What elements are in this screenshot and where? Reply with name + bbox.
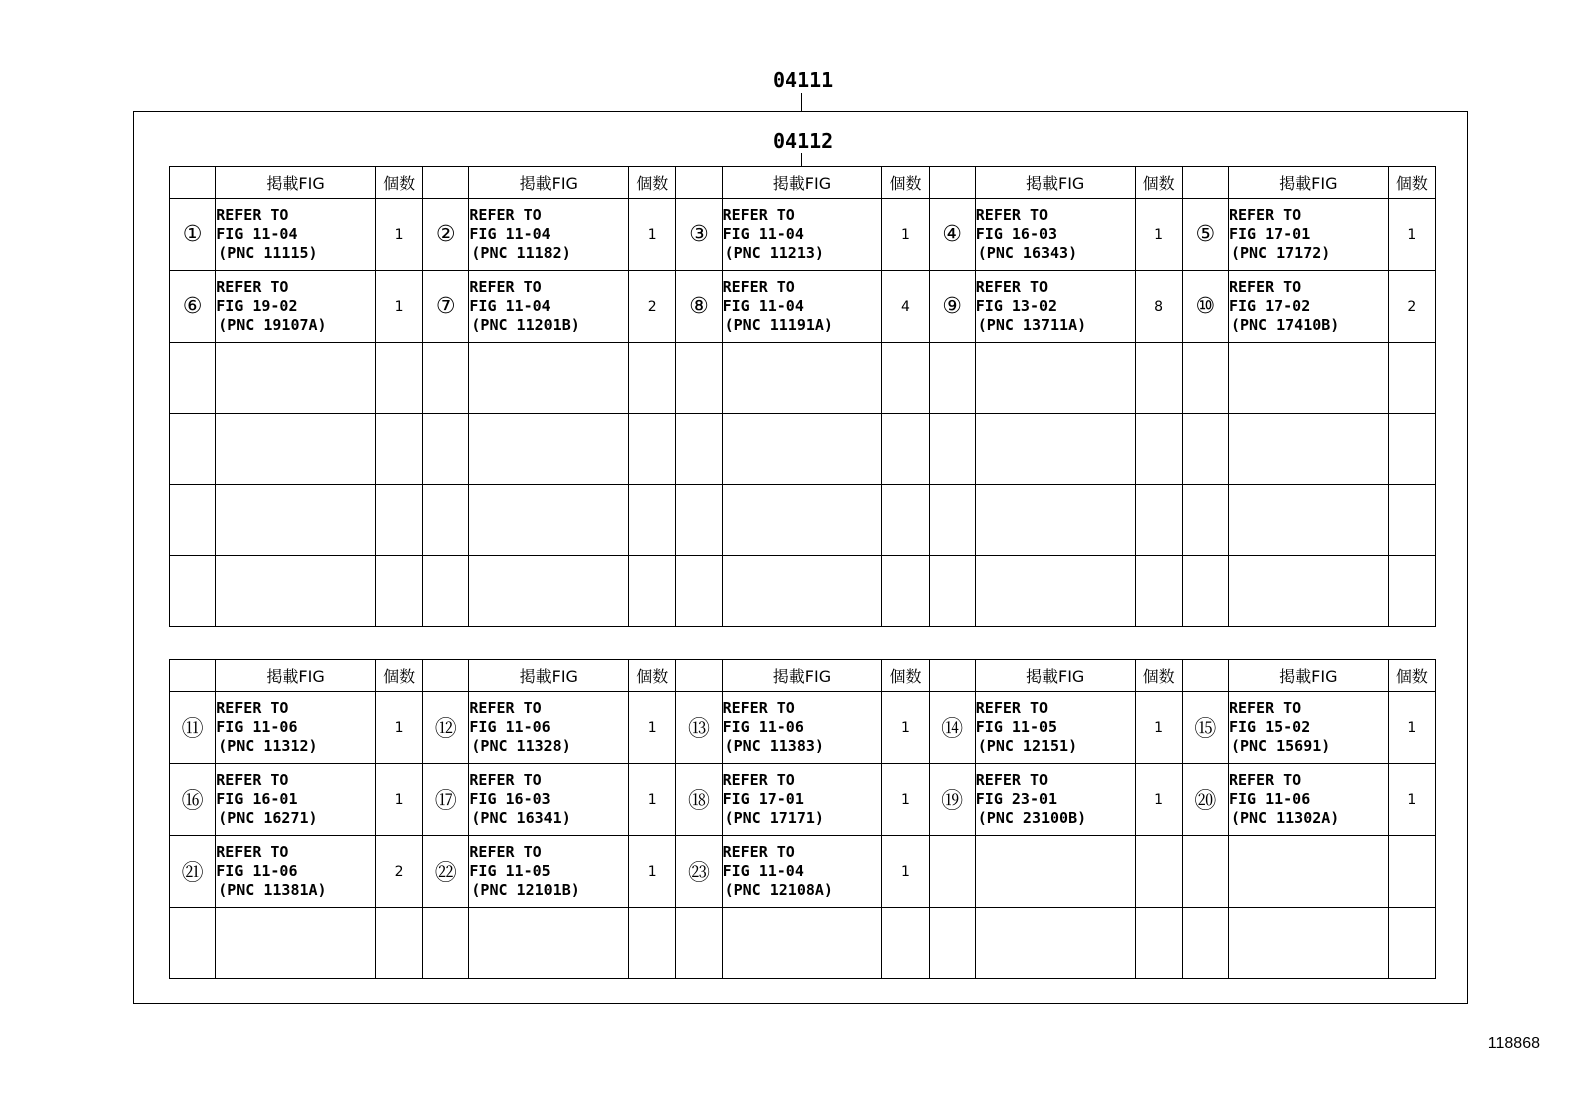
fig-reference [216, 271, 376, 343]
fig-reference-line2: FIG 19-02 [216, 297, 298, 315]
header-num-cell [676, 660, 722, 692]
empty-cell [375, 485, 422, 556]
fig-reference-line3: (PNC 16271) [218, 809, 318, 827]
item-quantity: 1 [375, 271, 422, 343]
fig-reference-line3: (PNC 17410B) [1230, 316, 1340, 334]
empty-cell [1182, 414, 1228, 485]
empty-cell [882, 485, 929, 556]
fig-reference-line3: (PNC 23100B) [977, 809, 1087, 827]
fig-reference-line1: REFER TO [469, 843, 542, 861]
empty-cell [170, 414, 216, 485]
fig-reference-line3: (PNC 11302A) [1230, 809, 1340, 827]
header-fig: 掲載FIG [975, 167, 1135, 199]
table-row [170, 199, 1436, 271]
fig-reference-line2: FIG 17-02 [1228, 297, 1311, 315]
fig-reference-line1: REFER TO [469, 278, 542, 296]
outer-group-label: 04111 [773, 68, 834, 92]
empty-cell [676, 414, 722, 485]
empty-cell [629, 414, 676, 485]
fig-reference [975, 199, 1135, 271]
fig-reference [216, 764, 376, 836]
fig-reference-line2: FIG 11-04 [469, 297, 551, 315]
empty-cell [929, 908, 975, 979]
item-quantity: 1 [882, 764, 929, 836]
header-qty: 個数 [629, 660, 676, 692]
header-num-cell [676, 167, 722, 199]
fig-reference-line2: FIG 11-06 [469, 718, 551, 736]
item-quantity: 1 [1135, 764, 1182, 836]
item-number: ⑰ [423, 764, 469, 836]
header-qty: 個数 [1135, 167, 1182, 199]
fig-reference-line2: FIG 17-01 [1228, 225, 1311, 243]
fig-reference-line2: FIG 11-06 [722, 718, 804, 736]
header-qty: 個数 [882, 660, 929, 692]
empty-row [170, 485, 1436, 556]
item-number: ⑮ [1182, 692, 1228, 764]
fig-reference-line3: (PNC 12108A) [724, 881, 833, 899]
fig-reference-line2: FIG 16-03 [469, 790, 551, 808]
fig-reference-line2: FIG 17-01 [722, 790, 804, 808]
empty-cell [1182, 908, 1228, 979]
fig-reference [216, 199, 376, 271]
inner-group-label: 04112 [773, 129, 834, 153]
item-number: ⑥ [170, 271, 216, 343]
header-fig: 掲載FIG [722, 660, 882, 692]
fig-reference [1228, 836, 1388, 908]
fig-reference-line3: (PNC 11201B) [471, 316, 580, 334]
header-qty: 個数 [629, 167, 676, 199]
item-quantity: 1 [1135, 199, 1182, 271]
item-number: ⑫ [423, 692, 469, 764]
empty-cell [1228, 485, 1388, 556]
fig-reference-line3: (PNC 11191A) [724, 316, 833, 334]
fig-reference-line2: FIG 11-04 [722, 297, 804, 315]
empty-cell [1388, 343, 1435, 414]
empty-cell [975, 485, 1135, 556]
empty-cell [1135, 343, 1182, 414]
table-row [170, 692, 1436, 764]
fig-reference [722, 199, 882, 271]
header-num-cell [423, 660, 469, 692]
outer-leader-line [801, 93, 802, 111]
fig-reference-line3: (PNC 13711A) [977, 316, 1087, 334]
item-quantity: 1 [375, 764, 422, 836]
table-row [170, 764, 1436, 836]
empty-cell [375, 414, 422, 485]
item-quantity: 1 [375, 199, 422, 271]
empty-cell [1228, 414, 1388, 485]
item-quantity: 1 [1388, 764, 1435, 836]
fig-reference-line2: FIG 16-01 [216, 790, 298, 808]
empty-cell [1182, 485, 1228, 556]
empty-cell [676, 556, 722, 627]
fig-reference-line1: REFER TO [216, 699, 289, 717]
fig-reference [216, 836, 376, 908]
header-qty: 個数 [1135, 660, 1182, 692]
empty-cell [975, 908, 1135, 979]
empty-cell [722, 485, 882, 556]
empty-cell [216, 485, 376, 556]
empty-cell [722, 556, 882, 627]
header-fig: 掲載FIG [216, 660, 376, 692]
empty-cell [423, 414, 469, 485]
item-quantity: 1 [629, 199, 676, 271]
item-quantity: 1 [1388, 692, 1435, 764]
fig-reference-line2: FIG 11-04 [469, 225, 551, 243]
empty-cell [629, 556, 676, 627]
fig-reference-line1: REFER TO [216, 206, 289, 224]
empty-cell [1388, 908, 1435, 979]
fig-reference-line2: FIG 23-01 [975, 790, 1058, 808]
item-quantity: 1 [375, 692, 422, 764]
fig-reference-line2: FIG 11-06 [216, 718, 298, 736]
fig-reference-line2: FIG 15-02 [1228, 718, 1311, 736]
item-quantity: 4 [882, 271, 929, 343]
empty-cell [1228, 908, 1388, 979]
fig-reference [975, 271, 1135, 343]
fig-reference [975, 764, 1135, 836]
fig-reference-line2: FIG 11-06 [1228, 790, 1311, 808]
document-number: 118868 [1487, 1035, 1540, 1052]
empty-cell [375, 343, 422, 414]
empty-cell [216, 414, 376, 485]
empty-cell [676, 908, 722, 979]
fig-reference-line1: REFER TO [216, 843, 289, 861]
item-quantity [1388, 836, 1435, 908]
empty-cell [676, 485, 722, 556]
item-number: ② [423, 199, 469, 271]
item-number [929, 836, 975, 908]
fig-reference [469, 271, 629, 343]
item-number: ⑤ [1182, 199, 1228, 271]
header-fig: 掲載FIG [1228, 660, 1388, 692]
table-row [170, 271, 1436, 343]
fig-reference [469, 692, 629, 764]
empty-cell [170, 343, 216, 414]
empty-cell [929, 556, 975, 627]
empty-cell [375, 908, 422, 979]
item-number: ㉑ [170, 836, 216, 908]
fig-reference-line3: (PNC 11328) [471, 737, 571, 755]
item-number: ⑩ [1182, 271, 1228, 343]
fig-reference-line2: FIG 11-04 [216, 225, 298, 243]
table-header-row [170, 167, 1436, 199]
fig-reference [216, 692, 376, 764]
fig-reference [1228, 692, 1388, 764]
fig-reference-line3: (PNC 11115) [218, 244, 318, 262]
fig-reference-line1: REFER TO [1228, 699, 1302, 717]
inner-leader-line [801, 153, 802, 167]
item-number: ⑲ [929, 764, 975, 836]
fig-reference-line3: (PNC 12151) [977, 737, 1078, 755]
fig-reference [469, 836, 629, 908]
fig-reference [722, 836, 882, 908]
header-num-cell [929, 660, 975, 692]
empty-cell [423, 908, 469, 979]
header-fig: 掲載FIG [469, 660, 629, 692]
fig-reference [1228, 199, 1388, 271]
empty-cell [1182, 343, 1228, 414]
empty-cell [423, 343, 469, 414]
empty-cell [929, 485, 975, 556]
fig-reference-line1: REFER TO [975, 206, 1049, 224]
empty-cell [975, 556, 1135, 627]
fig-reference [1228, 271, 1388, 343]
item-quantity: 1 [629, 764, 676, 836]
fig-reference-line2: FIG 11-04 [722, 225, 804, 243]
header-fig: 掲載FIG [722, 167, 882, 199]
empty-row [170, 343, 1436, 414]
empty-cell [722, 908, 882, 979]
item-quantity: 1 [629, 836, 676, 908]
fig-reference-line1: REFER TO [722, 278, 795, 296]
empty-cell [629, 343, 676, 414]
fig-reference-line1: REFER TO [469, 771, 542, 789]
fig-reference-line3: (PNC 11383) [724, 737, 824, 755]
empty-cell [216, 556, 376, 627]
empty-cell [929, 414, 975, 485]
header-fig: 掲載FIG [216, 167, 376, 199]
fig-reference-line3: (PNC 11213) [724, 244, 824, 262]
fig-reference-line1: REFER TO [216, 771, 289, 789]
fig-reference-line1: REFER TO [469, 206, 542, 224]
empty-cell [1228, 556, 1388, 627]
empty-cell [676, 343, 722, 414]
header-qty: 個数 [1388, 660, 1435, 692]
fig-reference-line1: REFER TO [216, 278, 289, 296]
empty-row [170, 556, 1436, 627]
header-num-cell [423, 167, 469, 199]
empty-cell [170, 556, 216, 627]
fig-reference [722, 692, 882, 764]
fig-reference-line2: FIG 13-02 [975, 297, 1058, 315]
header-num-cell [1182, 660, 1228, 692]
fig-reference-line1: REFER TO [722, 206, 795, 224]
fig-reference-line2: FIG 11-06 [216, 862, 298, 880]
empty-cell [469, 908, 629, 979]
fig-reference [469, 764, 629, 836]
fig-reference-line3: (PNC 19107A) [218, 316, 327, 334]
empty-cell [1135, 908, 1182, 979]
header-fig: 掲載FIG [469, 167, 629, 199]
item-number: ⑳ [1182, 764, 1228, 836]
header-num-cell [1182, 167, 1228, 199]
empty-cell [929, 343, 975, 414]
empty-cell [722, 343, 882, 414]
header-qty: 個数 [882, 167, 929, 199]
fig-reference-line1: REFER TO [722, 843, 795, 861]
header-num-cell [929, 167, 975, 199]
empty-row [170, 414, 1436, 485]
fig-reference-line2: FIG 11-05 [975, 718, 1058, 736]
header-num-cell [170, 167, 216, 199]
item-number: ⑦ [423, 271, 469, 343]
empty-cell [975, 414, 1135, 485]
fig-reference [975, 692, 1135, 764]
item-quantity: 1 [882, 836, 929, 908]
empty-cell [1182, 556, 1228, 627]
header-qty: 個数 [1388, 167, 1435, 199]
item-number: ⑧ [676, 271, 722, 343]
item-number: ⑭ [929, 692, 975, 764]
empty-cell [423, 556, 469, 627]
header-qty: 個数 [375, 660, 422, 692]
fig-reference-line3: (PNC 11381A) [218, 881, 327, 899]
item-quantity: 1 [629, 692, 676, 764]
item-quantity: 2 [375, 836, 422, 908]
fig-reference [722, 271, 882, 343]
empty-cell [469, 485, 629, 556]
fig-reference-line3: (PNC 15691) [1230, 737, 1331, 755]
fig-reference-line3: (PNC 17171) [724, 809, 824, 827]
empty-cell [1228, 343, 1388, 414]
fig-reference-line1: REFER TO [1228, 771, 1302, 789]
fig-reference [975, 836, 1135, 908]
empty-cell [170, 485, 216, 556]
item-quantity: 1 [882, 692, 929, 764]
header-fig: 掲載FIG [975, 660, 1135, 692]
item-quantity: 1 [1135, 692, 1182, 764]
empty-cell [975, 343, 1135, 414]
item-quantity: 8 [1135, 271, 1182, 343]
item-number: ⑪ [170, 692, 216, 764]
item-number: ⑱ [676, 764, 722, 836]
empty-cell [882, 343, 929, 414]
item-number: ㉓ [676, 836, 722, 908]
fig-reference-line1: REFER TO [469, 699, 542, 717]
empty-cell [216, 343, 376, 414]
item-number: ⑯ [170, 764, 216, 836]
empty-cell [882, 908, 929, 979]
fig-reference-line2: FIG 16-03 [975, 225, 1058, 243]
fig-reference-line1: REFER TO [722, 771, 795, 789]
item-number: ㉒ [423, 836, 469, 908]
table-row [170, 836, 1436, 908]
fig-reference-line3: (PNC 16343) [977, 244, 1078, 262]
fig-reference [469, 199, 629, 271]
empty-cell [170, 908, 216, 979]
empty-cell [1135, 556, 1182, 627]
fig-reference-line2: FIG 11-04 [722, 862, 804, 880]
empty-cell [469, 414, 629, 485]
empty-cell [375, 556, 422, 627]
item-quantity: 2 [1388, 271, 1435, 343]
table-header-row [170, 660, 1436, 692]
fig-reference-line3: (PNC 17172) [1230, 244, 1331, 262]
header-qty: 個数 [375, 167, 422, 199]
fig-reference-line1: REFER TO [975, 278, 1049, 296]
empty-cell [882, 414, 929, 485]
fig-reference-line1: REFER TO [722, 699, 795, 717]
fig-reference-line2: FIG 11-05 [469, 862, 551, 880]
fig-reference-line3: (PNC 11312) [218, 737, 318, 755]
item-number: ① [170, 199, 216, 271]
empty-cell [1388, 556, 1435, 627]
empty-row [170, 908, 1436, 979]
fig-reference [722, 764, 882, 836]
fig-reference [1228, 764, 1388, 836]
empty-cell [629, 485, 676, 556]
fig-reference-line1: REFER TO [1228, 278, 1302, 296]
item-number: ④ [929, 199, 975, 271]
item-number: ⑨ [929, 271, 975, 343]
fig-reference-line1: REFER TO [975, 699, 1049, 717]
parts-table-2 [169, 659, 1436, 979]
header-num-cell [170, 660, 216, 692]
fig-reference-line1: REFER TO [1228, 206, 1302, 224]
empty-cell [1388, 414, 1435, 485]
header-fig: 掲載FIG [1228, 167, 1388, 199]
empty-cell [882, 556, 929, 627]
fig-reference-line3: (PNC 12101B) [471, 881, 580, 899]
item-quantity [1135, 836, 1182, 908]
fig-reference-line3: (PNC 16341) [471, 809, 571, 827]
parts-table-1 [169, 166, 1436, 627]
item-number: ⑬ [676, 692, 722, 764]
empty-cell [722, 414, 882, 485]
item-quantity: 1 [1388, 199, 1435, 271]
empty-cell [216, 908, 376, 979]
empty-cell [1388, 485, 1435, 556]
item-number: ③ [676, 199, 722, 271]
empty-cell [1135, 414, 1182, 485]
item-quantity: 1 [882, 199, 929, 271]
empty-cell [423, 485, 469, 556]
fig-reference-line3: (PNC 11182) [471, 244, 571, 262]
empty-cell [1135, 485, 1182, 556]
empty-cell [629, 908, 676, 979]
item-quantity: 2 [629, 271, 676, 343]
fig-reference-line1: REFER TO [975, 771, 1049, 789]
empty-cell [469, 343, 629, 414]
item-number [1182, 836, 1228, 908]
empty-cell [469, 556, 629, 627]
